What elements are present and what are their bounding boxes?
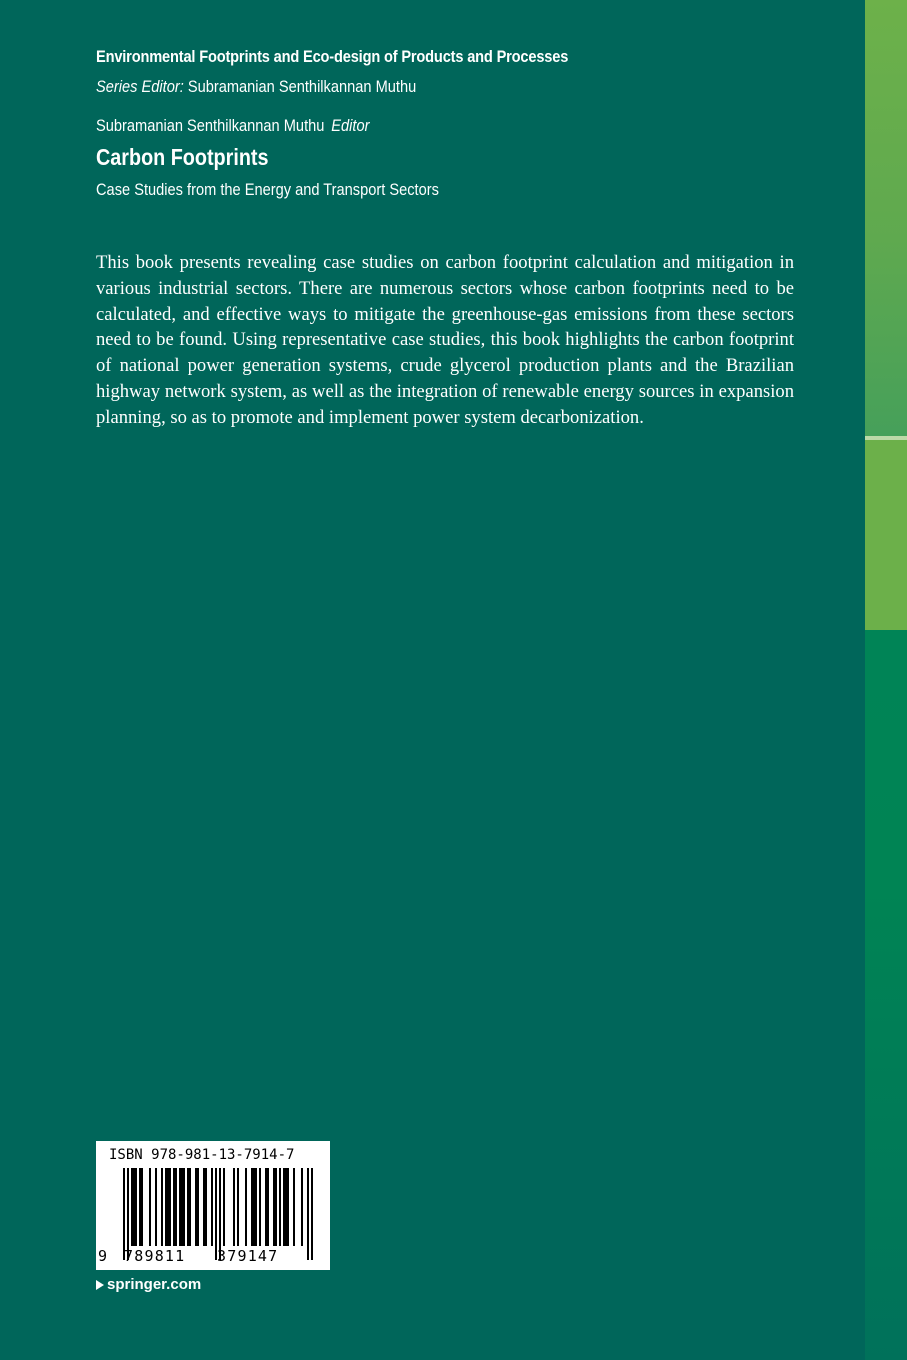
barcode-bar bbox=[189, 1168, 191, 1246]
barcode-bar bbox=[161, 1168, 163, 1246]
book-description: This book presents revealing case studies on carbon footprint calculation and mitigation in various industrial sectors. There are numerous sectors whose carbon footprints need to be calculated, and effective ways to mitigate the greenhouse-gas emissions from these sectors need to be found. Using representative case studies, this book highlights the carbon footprint of national power generation systems, crude glycerol production plants and the Brazilian highway network system, as well as the integration of renewable energy sources in expansion planning, so as to promote and implement power system decarbonization. bbox=[96, 252, 794, 428]
barcode-bar bbox=[285, 1168, 287, 1246]
series-editor-line bbox=[96, 77, 416, 97]
isbn-barcode bbox=[96, 1141, 330, 1270]
barcode-bar bbox=[255, 1168, 257, 1246]
barcode-bar bbox=[259, 1168, 261, 1246]
barcode-bar bbox=[197, 1168, 199, 1246]
series-editor-name: Subramanian Senthilkannan Muthu bbox=[187, 77, 417, 96]
barcode-bar bbox=[131, 1168, 133, 1246]
barcode-bar bbox=[275, 1168, 277, 1246]
barcode-bar bbox=[233, 1168, 235, 1246]
book-editor-role: Editor bbox=[331, 116, 370, 135]
barcode-bar bbox=[141, 1168, 143, 1246]
barcode-bar bbox=[139, 1168, 141, 1246]
barcode-bar bbox=[149, 1168, 151, 1246]
barcode-bar bbox=[283, 1168, 285, 1246]
book-title: Carbon Footprints bbox=[96, 144, 269, 170]
barcode-bar bbox=[167, 1168, 169, 1246]
barcode-bar bbox=[135, 1168, 137, 1246]
spine-band-middle bbox=[865, 440, 907, 630]
barcode-bar bbox=[187, 1168, 189, 1246]
barcode-bar bbox=[205, 1168, 207, 1246]
spine-band-bottom bbox=[865, 630, 907, 1360]
barcode-bar bbox=[301, 1168, 303, 1246]
barcode-bar bbox=[165, 1168, 167, 1246]
barcode-bar bbox=[183, 1168, 185, 1246]
arrow-right-icon bbox=[96, 1280, 104, 1290]
barcode-bar bbox=[133, 1168, 135, 1246]
book-subtitle: Case Studies from the Energy and Transport Sectors bbox=[96, 180, 439, 199]
barcode-bar bbox=[245, 1168, 247, 1246]
barcode-digits-left: 789811 bbox=[124, 1247, 186, 1265]
barcode-bar bbox=[211, 1168, 213, 1246]
barcode-bar bbox=[237, 1168, 239, 1246]
isbn-label: ISBN 978-981-13-7914-7 bbox=[109, 1147, 295, 1163]
book-editor-name: Subramanian Senthilkannan Muthu bbox=[96, 116, 325, 135]
publisher-url: springer.com bbox=[107, 1276, 202, 1293]
barcode-bar bbox=[175, 1168, 177, 1246]
barcode-bar bbox=[223, 1168, 225, 1246]
barcode-digit-lead: 9 bbox=[98, 1247, 108, 1265]
barcode-bar bbox=[279, 1168, 281, 1246]
spine-strip bbox=[865, 0, 907, 1360]
barcode-bar bbox=[203, 1168, 205, 1246]
series-editor-role: Series Editor: bbox=[96, 77, 184, 96]
barcode-digits-right: 379147 bbox=[217, 1247, 279, 1265]
barcode-bar bbox=[293, 1168, 295, 1246]
barcode-bar bbox=[253, 1168, 255, 1246]
barcode-bar bbox=[195, 1168, 197, 1246]
barcode-bar bbox=[267, 1168, 269, 1246]
barcode-bar bbox=[179, 1168, 181, 1246]
barcode-bar bbox=[169, 1168, 171, 1246]
barcode-bar bbox=[287, 1168, 289, 1246]
barcode-bar bbox=[155, 1168, 157, 1246]
barcode-bar bbox=[173, 1168, 175, 1246]
barcode-bar bbox=[273, 1168, 275, 1246]
spine-band-top bbox=[865, 0, 907, 436]
publisher-link[interactable] bbox=[96, 1276, 201, 1293]
barcode-bar bbox=[181, 1168, 183, 1246]
series-title: Environmental Footprints and Eco-design of Products and Processes bbox=[96, 47, 569, 66]
barcode-bar bbox=[251, 1168, 253, 1246]
book-editor-line bbox=[96, 116, 369, 136]
barcode-bar bbox=[265, 1168, 267, 1246]
